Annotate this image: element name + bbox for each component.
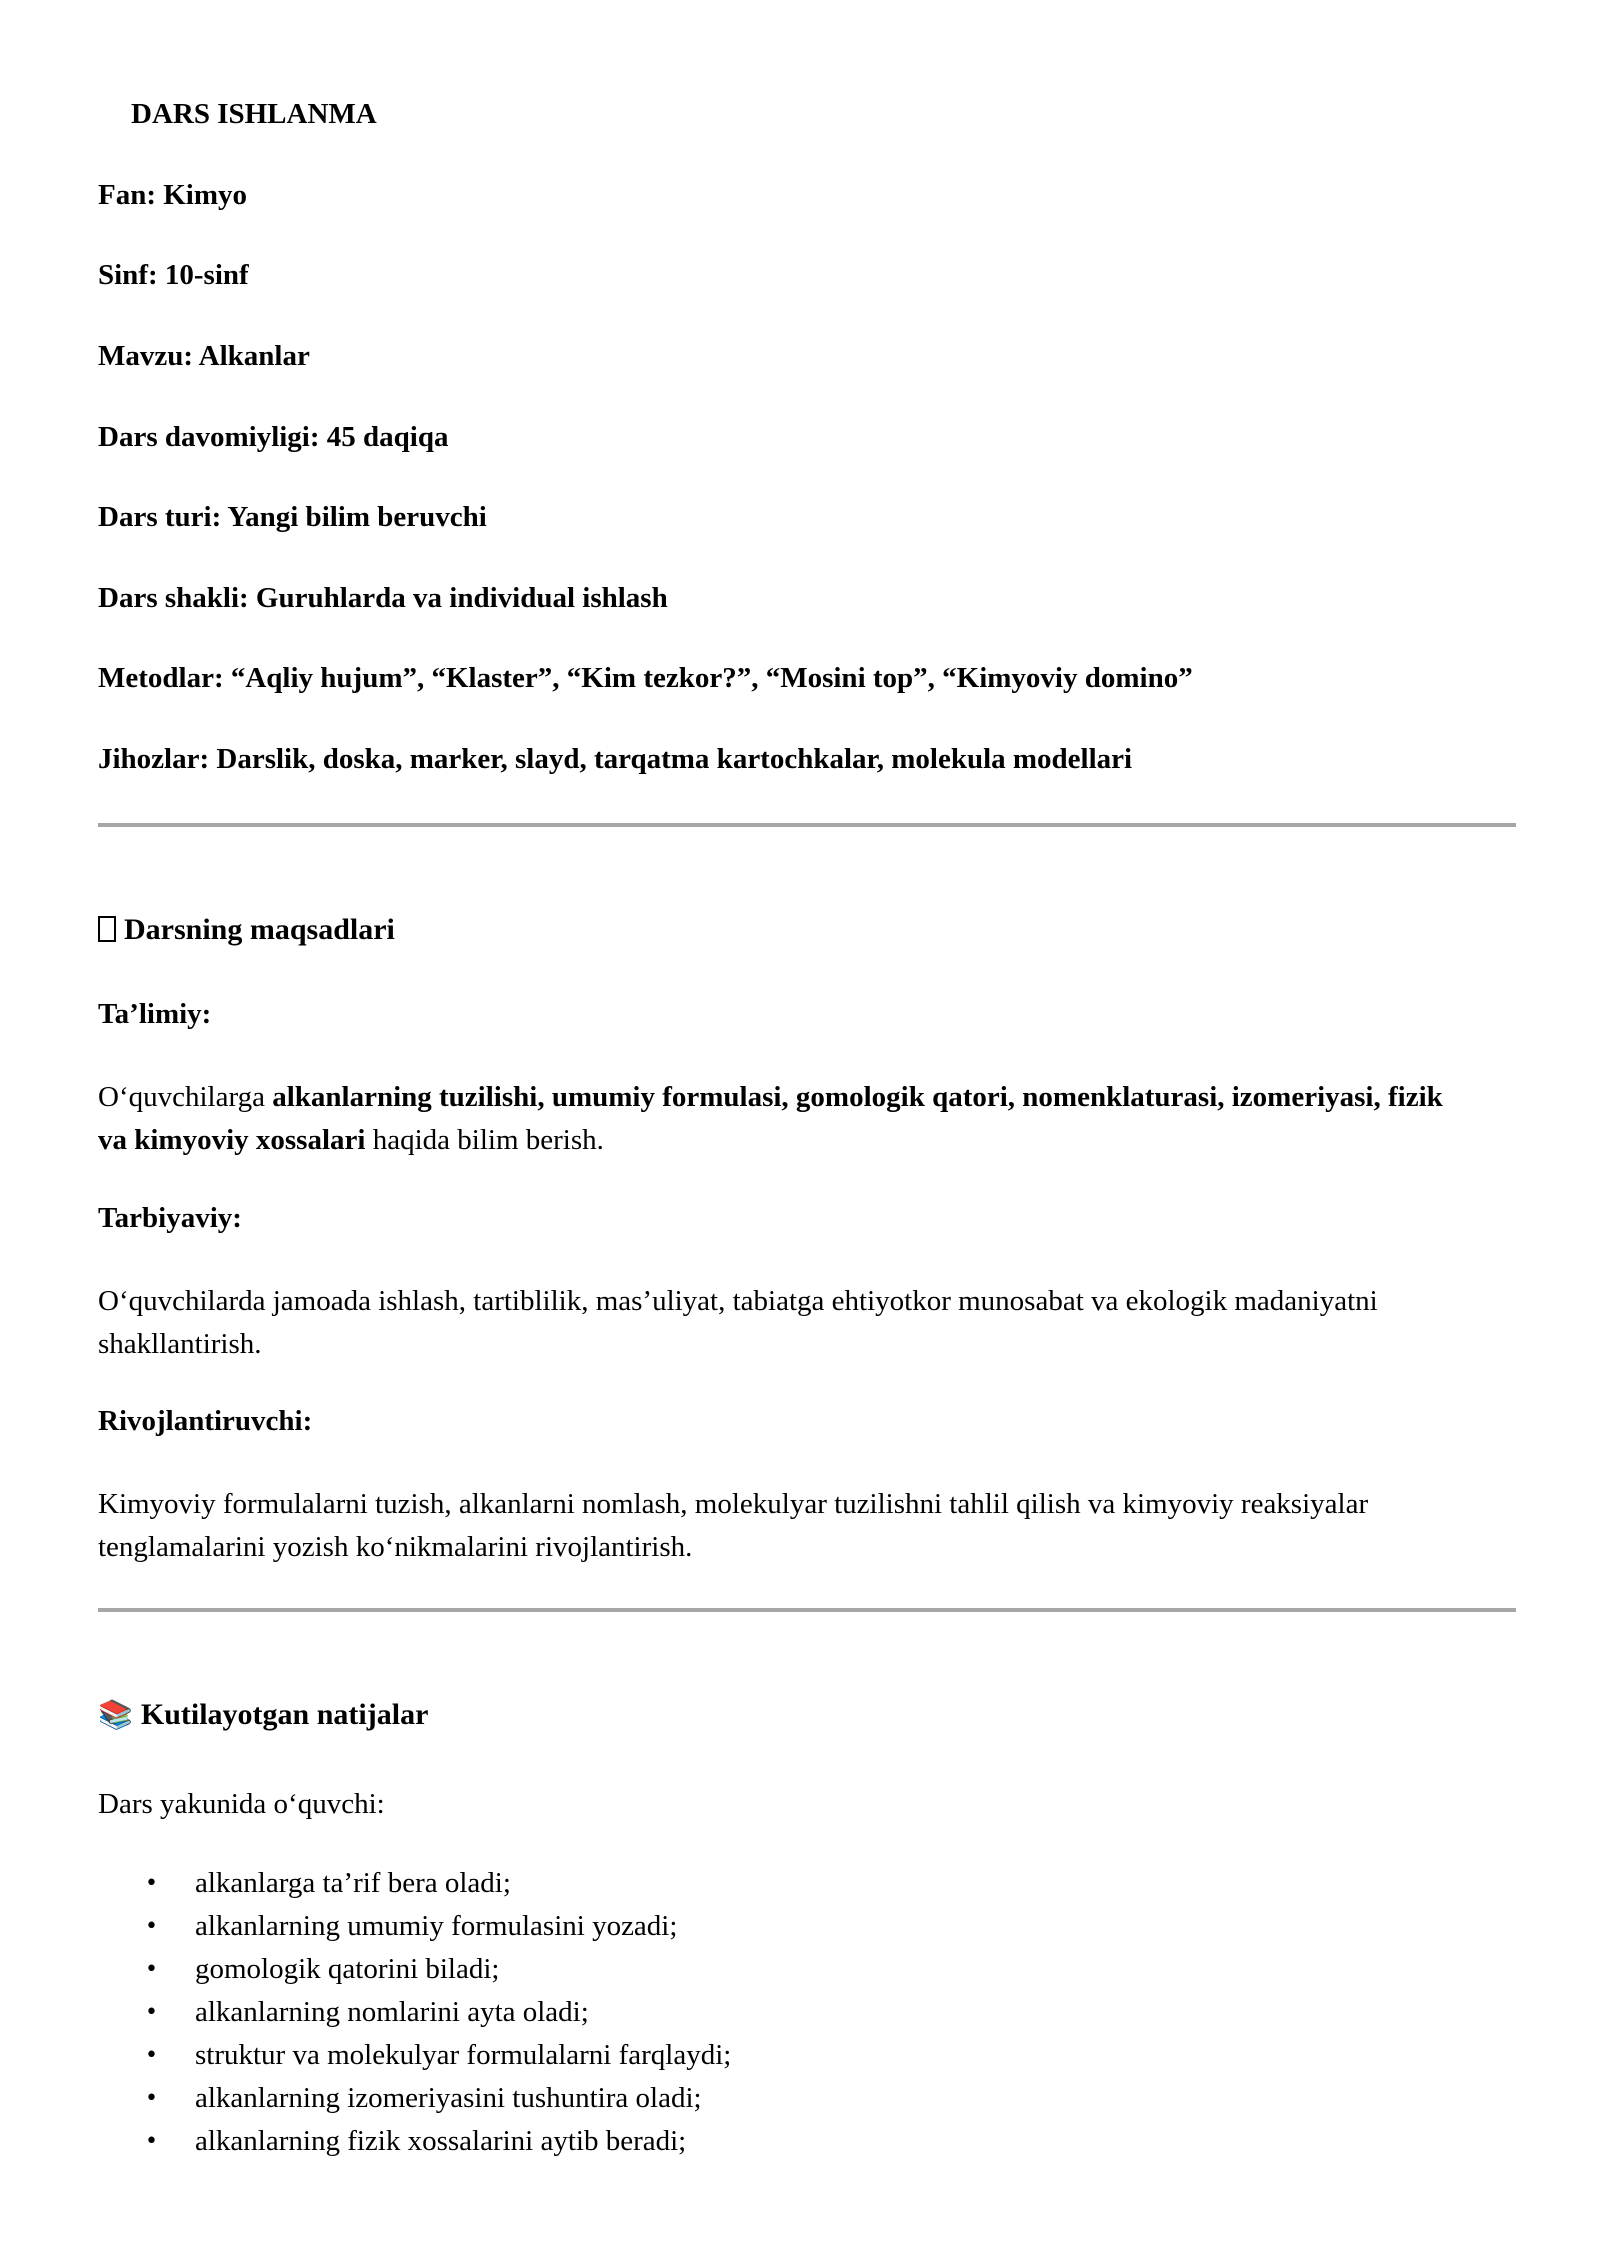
list-item	[98, 1948, 731, 1991]
bullet-icon: •	[145, 2086, 158, 2111]
upbringing-goal-text: O‘quvchilarda jamoada ishlash, tartiblilik, mas’uliyat, tabiatga ehtiyotkor munosabat va ekologik madaniyatni shakllantirish.	[98, 1285, 1378, 1360]
list-item	[98, 1905, 731, 1948]
list-item-text: alkanlarning nomlarini ayta oladi;	[195, 1996, 589, 2028]
list-item-text: struktur va molekulyar formulalarni farqlaydi;	[195, 2039, 732, 2071]
bullet-icon: •	[145, 1914, 158, 1939]
bullet-icon: •	[145, 2043, 158, 2068]
topic-line: Mavzu: Alkanlar	[98, 340, 310, 372]
outcomes-intro: Dars yakunida o‘quvchi:	[98, 1788, 385, 1820]
outcomes-list	[98, 1862, 731, 2163]
list-item-text: alkanlarning izomeriyasini tushuntira oladi;	[195, 2082, 702, 2114]
methods-line: Metodlar: “Aqliy hujum”, “Klaster”, “Kim tezkor?”, “Mosini top”, “Kimyoviy domino”	[98, 662, 1193, 694]
outcomes-heading-text: Kutilayotgan natijalar	[140, 1698, 429, 1731]
list-item-text: alkanlarning umumiy formulasini yozadi;	[195, 1910, 678, 1942]
list-item	[98, 2034, 731, 2077]
developmental-goal-text: Kimyoviy formulalarni tuzish, alkanlarni nomlash, molekulyar tuzilishni tahlil qilish va kimyoviy reaksiyalar tenglamalarini yozish ko‘nikmalarini rivojlantirish.	[98, 1488, 1369, 1563]
list-item-text: alkanlarga ta’rif bera oladi;	[195, 1867, 511, 1899]
duration-line: Dars davomiyligi: 45 daqiqa	[98, 421, 449, 453]
list-item	[98, 1862, 731, 1905]
bullet-icon: •	[145, 2000, 158, 2025]
educational-goal-text	[98, 1076, 1478, 1162]
educational-goal-text-start: O‘quvchilarga	[98, 1081, 273, 1113]
books-icon: 📚	[98, 1698, 133, 1731]
subject-line: Fan: Kimyo	[98, 179, 248, 211]
section-divider	[98, 1608, 1516, 1612]
list-item	[98, 1991, 731, 2034]
developmental-goal-label: Rivojlantiruvchi:	[98, 1405, 313, 1437]
goals-heading	[98, 913, 395, 947]
lesson-form-line: Dars shakli: Guruhlarda va individual ishlash	[98, 582, 668, 614]
bullet-icon: •	[145, 1957, 158, 1982]
educational-goal-text-bold: alkanlarning tuzilishi, umumiy formulasi, gomologik qatori, nomenklaturasi, izomeriyasi, fizik va kimyoviy xossalari	[98, 1081, 1443, 1156]
outcomes-heading	[98, 1698, 428, 1732]
educational-goal-label: Ta’limiy:	[98, 998, 212, 1030]
list-item	[98, 2120, 731, 2163]
document-title: DARS ISHLANMA	[131, 98, 377, 130]
bullet-icon: •	[145, 2129, 158, 2154]
lesson-type-line: Dars turi: Yangi bilim beruvchi	[98, 501, 487, 533]
list-item-text: gomologik qatorini biladi;	[195, 1953, 500, 1985]
missing-glyph-box-icon	[98, 916, 116, 942]
grade-line: Sinf: 10-sinf	[98, 259, 249, 291]
goals-heading-text: Darsning maqsadlari	[124, 913, 395, 946]
educational-goal-text-end: haqida bilim berish.	[365, 1124, 604, 1156]
section-divider	[98, 823, 1516, 827]
equipment-line: Jihozlar: Darslik, doska, marker, slayd, tarqatma kartochkalar, molekula modellari	[98, 743, 1133, 775]
upbringing-goal-label: Tarbiyaviy:	[98, 1202, 242, 1234]
list-item-text: alkanlarning fizik xossalarini aytib beradi;	[195, 2125, 687, 2157]
list-item	[98, 2077, 731, 2120]
bullet-icon: •	[145, 1871, 158, 1896]
